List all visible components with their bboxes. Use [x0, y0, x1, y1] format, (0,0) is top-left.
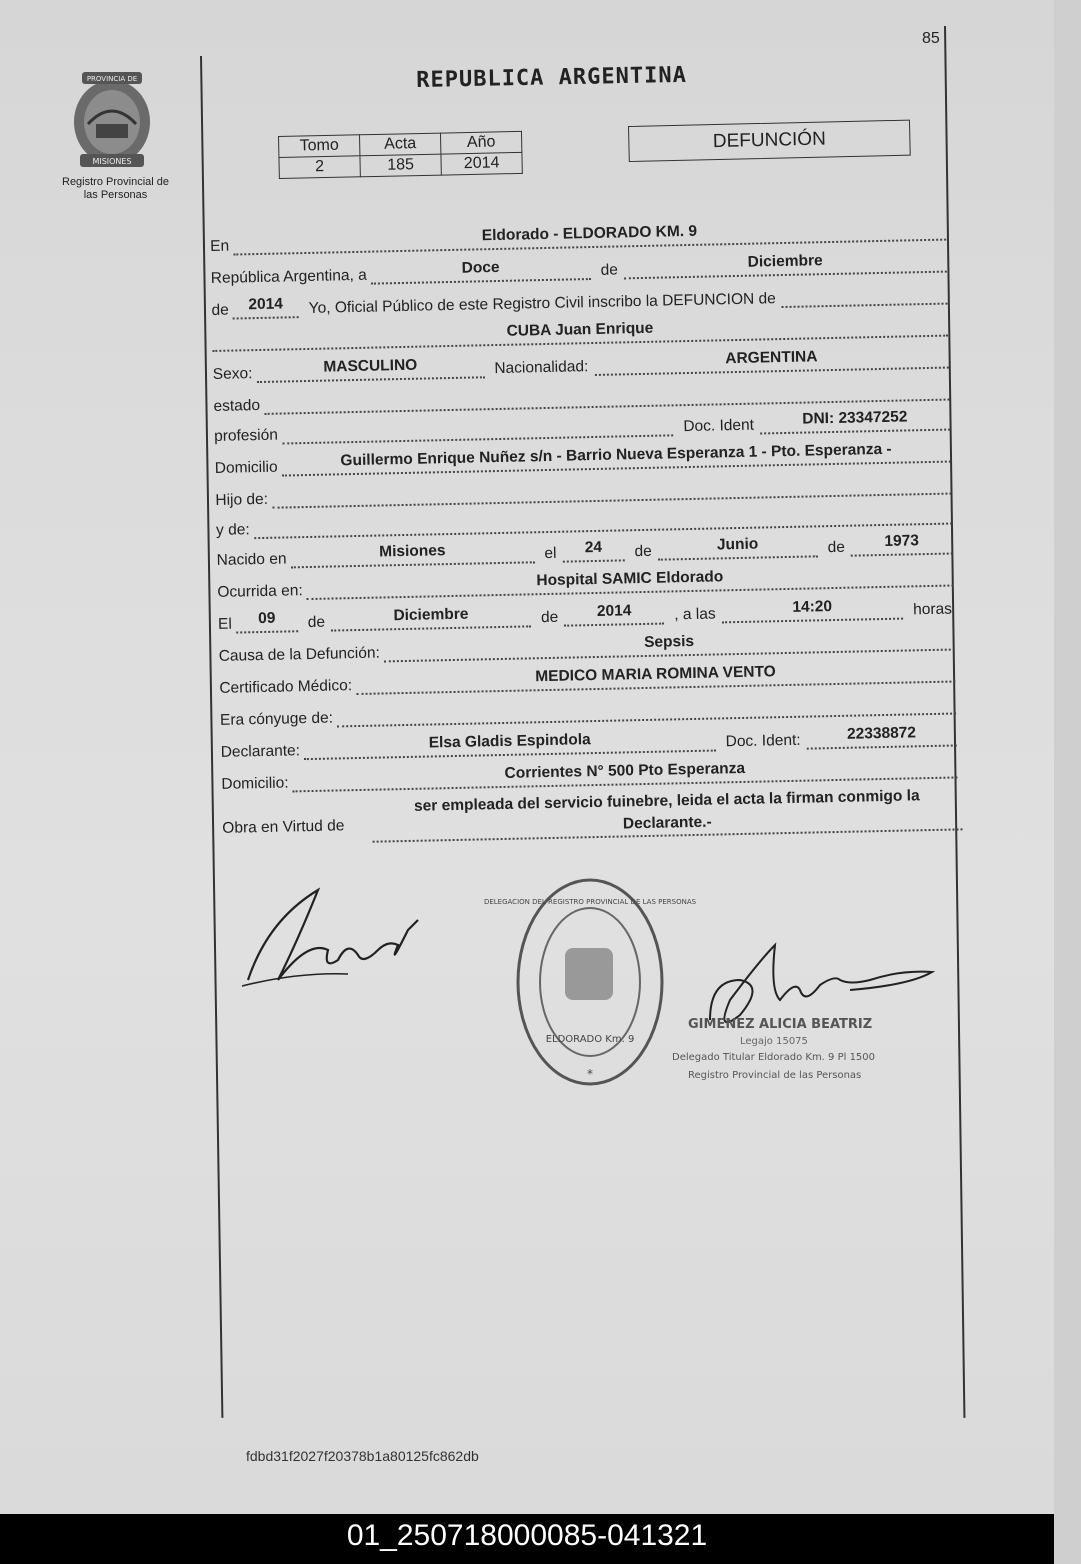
born-place-field: [290, 539, 534, 568]
acting-label: Obra en Virtud de: [222, 817, 345, 837]
doc-ident-label: Doc. Ident: [683, 416, 755, 436]
stamp-line-1: GIMENEZ ALICIA BEATRIZ: [688, 1017, 873, 1032]
death-year-field: [564, 601, 664, 627]
document-type-box: DEFUNCIÓN: [628, 120, 911, 162]
death-day-value: 09: [257, 609, 276, 628]
sex-value: MASCULINO: [323, 356, 418, 376]
acting-row: [222, 784, 967, 860]
place-label: En: [209, 237, 230, 255]
doc-ident-field: [760, 407, 950, 435]
death-horas: horas: [912, 600, 953, 619]
death-de2: de: [540, 608, 559, 627]
death-day-field: [236, 608, 298, 633]
born-el: el: [544, 544, 557, 563]
stamp-line-3: Delegado Titular Eldorado Km. 9 Pl 1500: [672, 1052, 876, 1063]
svg-text:*: *: [587, 1067, 593, 1081]
certificate-value: MEDICO MARIA ROMINA VENTO: [535, 663, 776, 686]
coat-label-top: PROVINCIA DE: [86, 75, 138, 83]
profession-field: [282, 412, 674, 444]
death-time-value: 14:20: [792, 598, 833, 616]
doc-ident-value: DNI: 23347252: [802, 408, 908, 428]
born-day-field: [562, 537, 624, 562]
profession-label: profesión: [213, 426, 279, 445]
year-label: de: [211, 301, 229, 319]
born-month-field: [657, 533, 817, 560]
domicile-label: Domicilio: [214, 458, 278, 477]
born-year-value: 1973: [884, 532, 920, 550]
born-place-value: Misiones: [379, 542, 446, 561]
record-table-cell: 185: [360, 154, 441, 177]
spouse-label: Era cónyuge de:: [219, 709, 334, 729]
record-table-header: Tomo: [279, 135, 360, 158]
born-day-value: 24: [584, 538, 603, 557]
record-table-header: Año: [440, 131, 521, 154]
death-year-value: 2014: [596, 602, 632, 620]
civil-state-label: estado: [213, 396, 261, 415]
occurred-value: Hospital SAMIC Eldorado: [536, 568, 724, 590]
record-table-cell: 2014: [441, 152, 522, 175]
month-value: Diciembre: [747, 252, 823, 271]
year-value: 2014: [248, 295, 284, 314]
document-hash: fdbd31f2027f20378b1a80125fc862db: [246, 1448, 479, 1464]
born-de1: de: [634, 542, 652, 561]
declarant-label: Declarante:: [220, 742, 301, 761]
sex-label: Sexo:: [212, 365, 253, 383]
seal-ring-text: DELEGACION DEL REGISTRO PROVINCIAL DE LAS PERSONAS: [483, 898, 697, 906]
cause-field: [384, 626, 955, 662]
death-month-value: Diciembre: [393, 605, 469, 625]
declarant-value: Elsa Gladis Espindola: [428, 731, 591, 752]
record-table-cell: 2: [279, 156, 360, 179]
born-month-value: Junio: [716, 535, 759, 554]
stamp-line-4: Registro Provincial de las Personas: [688, 1070, 862, 1081]
stamp-line-2: Legajo 15075: [740, 1036, 808, 1047]
son-of-label: Hijo de:: [215, 490, 269, 509]
official-seal-icon: [483, 872, 697, 1092]
cause-label: Causa de la Defunción:: [218, 644, 381, 665]
declarant-domicile-value: Corrientes N° 500 Pto Esperanza: [504, 759, 746, 782]
domicile-value: Guillermo Enrique Nuñez s/n - Barrio Nueva Esperanza 1 - Pto. Esperanza -: [340, 440, 892, 470]
nationality-field: [594, 345, 949, 376]
officer-signature-icon: [670, 940, 950, 1090]
declarant-doc-value: 22338872: [846, 724, 917, 743]
death-time-field: [721, 596, 903, 624]
place-value: Eldorado - ELDORADO KM. 9: [481, 222, 698, 245]
scan-id-bar: [0, 1514, 1054, 1564]
cause-value: Sepsis: [643, 632, 695, 651]
month-field: [624, 249, 947, 280]
coat-label-bottom: MISIONES: [92, 157, 132, 166]
document-title: REPUBLICA ARGENTINA: [416, 62, 688, 93]
nationality-value: ARGENTINA: [725, 348, 818, 368]
born-label: Nacido en: [216, 550, 287, 569]
and-of-label: y de:: [215, 521, 250, 539]
declarant-domicile-label: Domicilio:: [221, 774, 289, 793]
born-de2: de: [827, 538, 846, 557]
death-date-label: El: [217, 615, 233, 633]
death-month-field: [331, 603, 531, 631]
declarant-field: [304, 728, 716, 761]
page-number: 85: [922, 30, 940, 47]
declarant-doc-field: [806, 722, 956, 749]
death-de1: de: [307, 613, 326, 632]
occurred-label: Ocurrida en:: [217, 582, 303, 601]
date-label: República Argentina, a: [210, 266, 367, 287]
scan-id: 01_250718000085-041321: [346, 1519, 708, 1552]
day-value: Doce: [461, 258, 500, 277]
inscription-text: Yo, Oficial Público de este Registro Civil inscribo la DEFUNCION de: [308, 290, 776, 317]
year-field: [232, 294, 298, 319]
born-year-field: [851, 531, 953, 557]
registry-label: Registro Provincial de las Personas: [62, 176, 169, 201]
seal-inner-text: ELDORADO Km. 9: [545, 1034, 635, 1045]
day-field: [370, 256, 590, 285]
date-sep: de: [600, 261, 619, 279]
sex-field: [256, 354, 484, 383]
acting-value: ser empleada del servicio fuinebre, leida el acta la firman conmigo la Declarante.-: [372, 784, 963, 842]
declarant-signature-icon: [238, 880, 428, 1000]
death-a-las: , a las: [674, 605, 716, 624]
trailing-field: [781, 281, 947, 308]
certificate-label: Certificado Médico:: [219, 677, 353, 697]
declarant-doc-label: Doc. Ident:: [725, 731, 801, 751]
record-table-header: Acta: [359, 133, 440, 156]
deceased-name: CUBA Juan Enrique: [506, 319, 654, 340]
nationality-label: Nacionalidad:: [494, 358, 589, 378]
